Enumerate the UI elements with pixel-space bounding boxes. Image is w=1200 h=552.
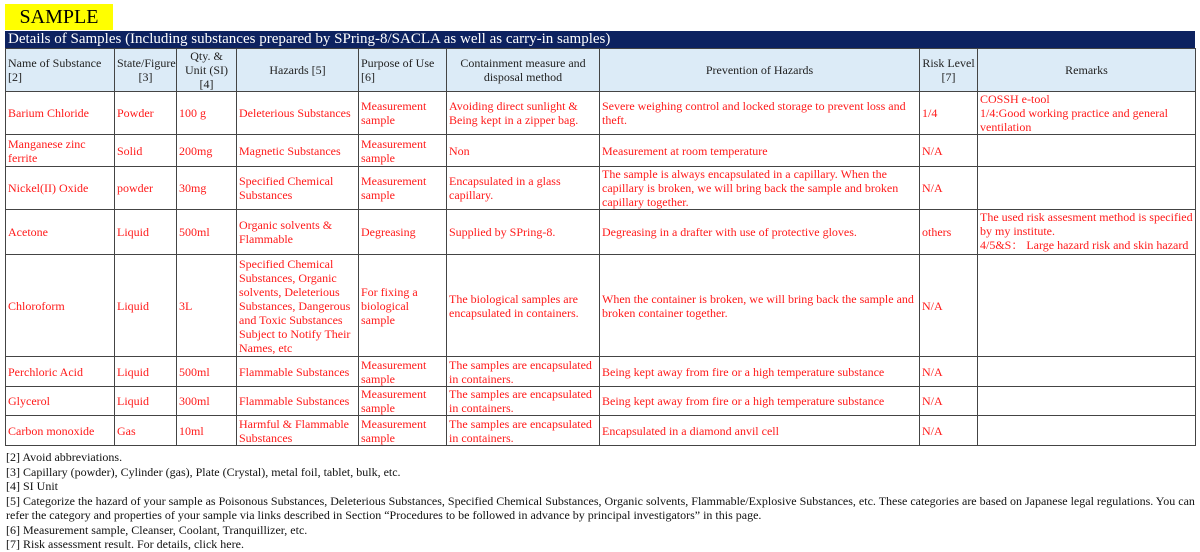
table-cell: Organic solvents & Flammable [237, 210, 359, 255]
table-cell: The sample is always encapsulated in a capillary. When the capillary is broken, we will bring back the sample and broken capillary together. [600, 167, 920, 210]
footnote: [2] Avoid abbreviations. [6, 450, 123, 464]
table-cell: Acetone [6, 210, 115, 255]
samples-section [5, 31, 1195, 552]
table-cell: Specified Chemical Substances [237, 167, 359, 210]
column-header: Purpose of Use [6] [359, 49, 447, 92]
table-row [6, 167, 1196, 210]
footnote: [3] Capillary (powder), Cylinder (gas), Plate (Crystal), metal foil, tablet, bulk, etc. [6, 464, 401, 479]
table-cell [978, 416, 1196, 446]
table-row [6, 92, 1196, 135]
table-cell: Liquid [115, 255, 177, 357]
table-cell: Measurement sample [359, 135, 447, 167]
table-cell: Being kept away from fire or a high temperature substance [600, 357, 920, 387]
table-cell: 500ml [177, 357, 237, 387]
table-cell: Measurement at room temperature [600, 135, 920, 167]
table-cell: Liquid [115, 387, 177, 416]
table-cell: Supplied by SPring-8. [447, 210, 600, 255]
column-header: State/Figure [3] [115, 49, 177, 92]
table-cell: 300ml [177, 387, 237, 416]
table-cell [978, 357, 1196, 387]
column-header: Qty. & Unit (SI) [4] [177, 49, 237, 92]
table-cell: N/A [920, 387, 978, 416]
table-cell: Measurement sample [359, 357, 447, 387]
table-cell: The samples are encapsulated in containers. [447, 357, 600, 387]
table-row [6, 387, 1196, 416]
table-cell: Degreasing [359, 210, 447, 255]
table-cell: N/A [920, 167, 978, 210]
table-cell: Solid [115, 135, 177, 167]
footnote[interactable]: [7] Risk assessment result. For details, click here. [6, 537, 244, 551]
table-cell: The biological samples are encapsulated in containers. [447, 255, 600, 357]
table-cell: For fixing a biological sample [359, 255, 447, 357]
table-cell: Magnetic Substances [237, 135, 359, 167]
table-cell: Deleterious Substances [237, 92, 359, 135]
table-cell: When the container is broken, we will bring back the sample and broken container together. [600, 255, 920, 357]
table-cell: Barium Chloride [6, 92, 115, 135]
table-cell: Liquid [115, 210, 177, 255]
column-header: Containment measure and disposal method [447, 49, 600, 92]
table-cell: Nickel(II) Oxide [6, 167, 115, 210]
table-cell: Gas [115, 416, 177, 446]
table-row [6, 135, 1196, 167]
table-cell: powder [115, 167, 177, 210]
table-cell [978, 167, 1196, 210]
table-cell: Being kept away from fire or a high temperature substance [600, 387, 920, 416]
table-cell: Measurement sample [359, 92, 447, 135]
footnotes [5, 450, 1195, 552]
table-cell: 500ml [177, 210, 237, 255]
table-cell: Measurement sample [359, 416, 447, 446]
sample-badge: SAMPLE [5, 4, 113, 30]
table-cell: Non [447, 135, 600, 167]
table-cell: Carbon monoxide [6, 416, 115, 446]
table-row [6, 210, 1196, 255]
table-cell: 10ml [177, 416, 237, 446]
table-cell: Powder [115, 92, 177, 135]
table-cell [978, 135, 1196, 167]
table-cell: Severe weighing control and locked storage to prevent loss and theft. [600, 92, 920, 135]
column-header: Name of Substance [2] [6, 49, 115, 92]
table-cell: 30mg [177, 167, 237, 210]
table-cell: 200mg [177, 135, 237, 167]
table-cell: Glycerol [6, 387, 115, 416]
column-header: Risk Level [7] [920, 49, 978, 92]
table-cell: 3L [177, 255, 237, 357]
table-cell: 100 g [177, 92, 237, 135]
table-cell: Degreasing in a drafter with use of protective gloves. [600, 210, 920, 255]
table-cell: Harmful & Flammable Substances [237, 416, 359, 446]
table-cell: The samples are encapsulated in containers. [447, 387, 600, 416]
table-cell: Measurement sample [359, 167, 447, 210]
table-cell: The used risk assesment method is specified by my institute. 4/5&S： Large hazard risk and skin hazard [978, 210, 1196, 255]
table-cell: N/A [920, 255, 978, 357]
table-cell: Measurement sample [359, 387, 447, 416]
table-row [6, 357, 1196, 387]
table-cell: Encapsulated in a diamond anvil cell [600, 416, 920, 446]
table-cell: Manganese zinc ferrite [6, 135, 115, 167]
column-header: Remarks [978, 49, 1196, 92]
table-cell: The samples are encapsulated in containers. [447, 416, 600, 446]
table-cell: others [920, 210, 978, 255]
table-cell [978, 387, 1196, 416]
footnote: [4] SI Unit [6, 479, 58, 493]
table-cell: Flammable Substances [237, 357, 359, 387]
table-cell [978, 255, 1196, 357]
table-cell: Encapsulated in a glass capillary. [447, 167, 600, 210]
footnote: [6] Measurement sample, Cleanser, Coolant, Tranquillizer, etc. [6, 522, 308, 537]
footnote: [5] Categorize the hazard of your sample as Poisonous Substances, Deleterious Substances, Specified Chemical Substances, Organic solvents, Flammable/Explosive Substances, etc. These categories are based on Japanese legal regulations. You can refer the category and properties of your sample via links described in Section “Procedures to be followed in advance by principal investigators” in this page. [6, 493, 1195, 522]
table-cell: N/A [920, 416, 978, 446]
table-cell: N/A [920, 357, 978, 387]
table-cell: 1/4 [920, 92, 978, 135]
column-header: Prevention of Hazards [600, 49, 920, 92]
table-cell: Specified Chemical Substances, Organic solvents, Deleterious Substances, Dangerous and Toxic Substances Subject to Notify Their Names, etc [237, 255, 359, 357]
table-cell: Liquid [115, 357, 177, 387]
table-title: Details of Samples (Including substances prepared by SPring-8/SACLA as well as carry-in samples) [5, 31, 1195, 48]
table-cell: COSSH e-tool 1/4:Good working practice and general ventilation [978, 92, 1196, 135]
table-cell: N/A [920, 135, 978, 167]
samples-table [5, 48, 1196, 446]
table-row [6, 416, 1196, 446]
table-cell: Flammable Substances [237, 387, 359, 416]
column-header: Hazards [5] [237, 49, 359, 92]
table-row [6, 255, 1196, 357]
header-row [6, 49, 1196, 92]
table-cell: Perchloric Acid [6, 357, 115, 387]
table-cell: Avoiding direct sunlight & Being kept in a zipper bag. [447, 92, 600, 135]
table-cell: Chloroform [6, 255, 115, 357]
